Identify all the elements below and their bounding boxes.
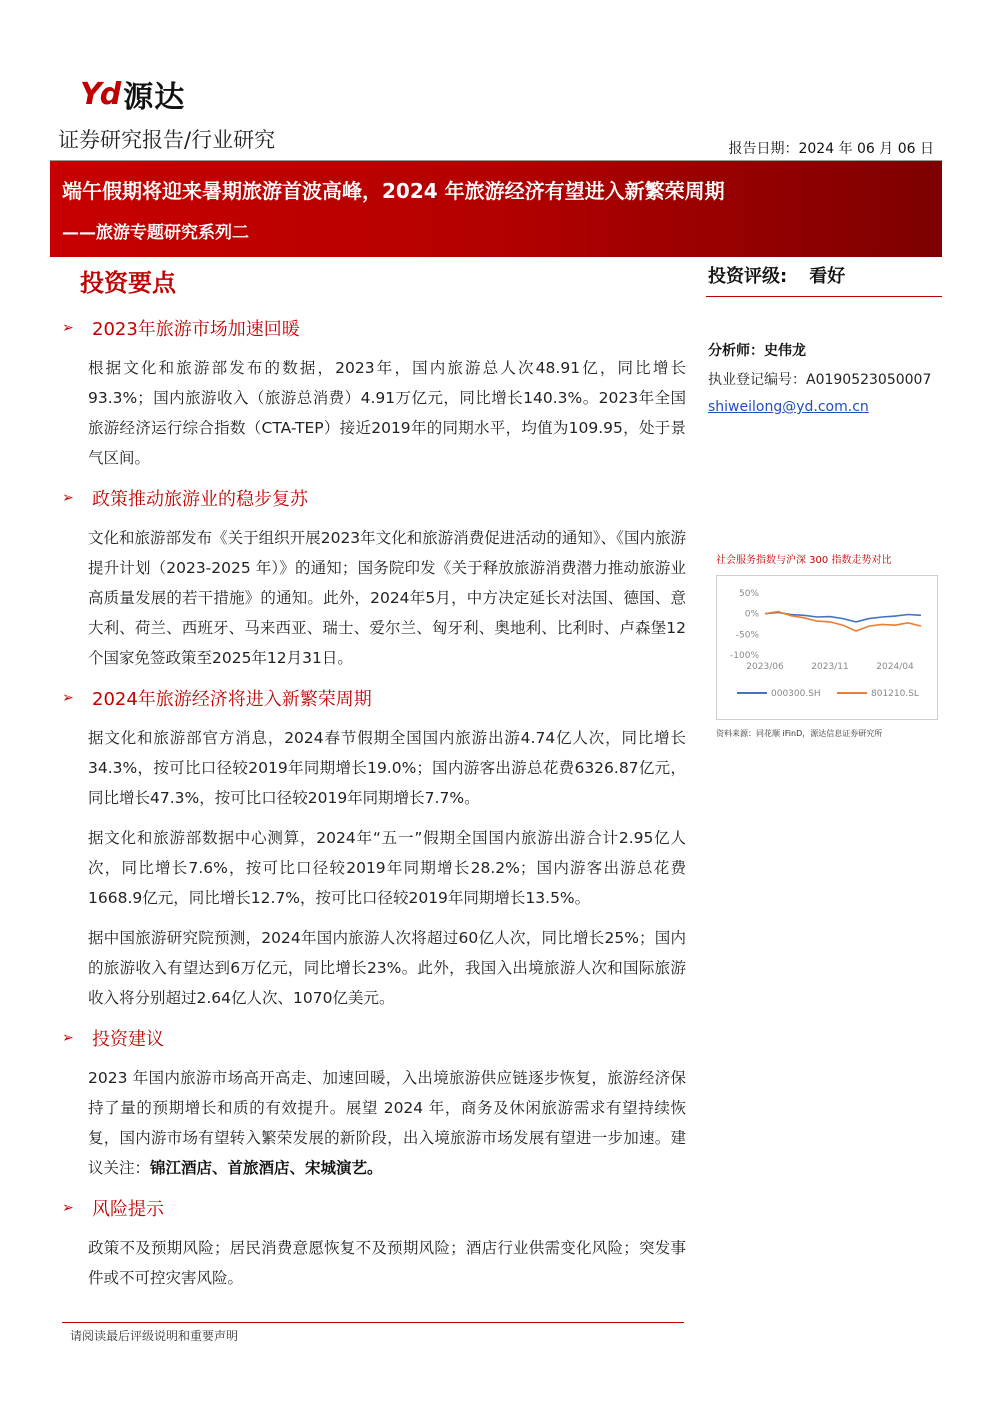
paragraph: 政策不及预期风险；居民消费意愿恢复不及预期风险；酒店行业供需变化风险；突发事件或不可控灾害风险。 [88, 1239, 686, 1287]
chart-source: 资料来源：同花顺 iFinD，源达信息证券研究所 [716, 729, 883, 738]
section-heading [62, 1025, 164, 1051]
legend-label: 000300.SH [771, 689, 821, 699]
report-type: 证券研究报告/行业研究 [58, 128, 276, 152]
footer-divider [62, 1322, 684, 1323]
x-tick-label: 2024/04 [876, 662, 914, 672]
investment-rating [708, 262, 845, 288]
section-heading [62, 485, 308, 511]
y-tick-label: 50% [738, 589, 759, 599]
recommended-stocks: 锦江酒店、首旅酒店、宋城演艺。 [150, 1159, 383, 1177]
section-heading [62, 685, 372, 711]
paragraph: 据中国旅游研究院预测，2024年国内旅游人次将超过60亿人次，同比增长25%；国内的旅游收入有望达到6万亿元，同比增长23%。此外，我国入出境旅游人次和国际旅游收入将分别超过2.64亿人次、1070亿美元。 [88, 929, 686, 1007]
logo-mark: Yd [80, 76, 120, 112]
chart-svg [717, 576, 937, 719]
chart-title: 社会服务指数与沪深 300 指数走势对比 [716, 555, 892, 566]
y-tick-label: -50% [735, 630, 759, 641]
x-tick-label: 2023/06 [746, 662, 784, 672]
section-heading [62, 315, 300, 341]
rating-value: 看好 [809, 266, 846, 287]
footer-note: 请阅读最后评级说明和重要声明 [70, 1329, 239, 1343]
paragraph: 文化和旅游部发布《关于组织开展2023年文化和旅游消费促进活动的通知》、《国内旅游提升计划（2023-2025 年）》的通知；国务院印发《关于释放旅游消费潜力推动旅游业高质量发展的若干措施》的通知。此外，2024年5月，中方决定延长对法国、德国、意大利、荷兰、西班牙、马来西亚、瑞士、爱尔兰、匈牙利、奥地利、比利时、卢森堡12个国家免签政策至2025年12月31日。 [88, 529, 686, 667]
arrow-bullet-icon: ➢ [62, 690, 74, 706]
x-tick-label: 2023/11 [811, 662, 849, 672]
section-title: 风险提示 [92, 1199, 164, 1220]
rating-label: 投资评级: [708, 266, 788, 287]
report-date: 报告日期：2024 年 06 月 06 日 [728, 141, 934, 157]
rating-divider [706, 296, 942, 297]
paragraph [88, 1063, 686, 1183]
y-tick-label: -100% [730, 651, 759, 661]
section-heading [62, 1195, 164, 1221]
report-subtitle: ——旅游专题研究系列二 [62, 223, 249, 243]
y-tick-label: 0% [744, 609, 759, 620]
logo-name: 源达 [123, 80, 186, 115]
paragraph: 据文化和旅游部官方消息，2024春节假期全国国内旅游出游4.74亿人次，同比增长34.3%，按可比口径较2019年同期增长19.0%；国内游客出游总花费6326.87亿元，同比增长47.3%，按可比口径较2019年同期增长7.7%。 [88, 729, 686, 807]
arrow-bullet-icon: ➢ [62, 1030, 74, 1046]
series-line-000300.SH [765, 612, 921, 622]
index-trend-chart [716, 575, 938, 720]
section-title: 2023年旅游市场加速回暖 [92, 319, 300, 340]
report-title: 端午假期将迎来暑期旅游首波高峰，2024 年旅游经济有望进入新繁荣周期 [62, 179, 725, 203]
analyst-name: 分析师：史伟龙 [708, 343, 806, 359]
arrow-bullet-icon: ➢ [62, 490, 74, 506]
section-title: 投资建议 [92, 1029, 164, 1050]
paragraph: 据文化和旅游部数据中心测算，2024年“五一”假期全国国内旅游出游合计2.95亿人次，同比增长7.6%，按可比口径较2019年同期增长28.2%；国内游客出游总花费1668.9亿元，同比增长12.7%，按可比口径较2019年同期增长13.5%。 [88, 829, 686, 907]
section-title: 政策推动旅游业的稳步复苏 [92, 489, 308, 510]
series-line-801210.SL [765, 612, 921, 631]
paragraph: 根据文化和旅游部发布的数据，2023年，国内旅游总人次48.91亿，同比增长93.3%；国内旅游收入（旅游总消费）4.91万亿元，同比增长140.3%。2023年全国旅游经济运行综合指数（CTA-TEP）接近2019年的同期水平，均值为109.95，处于景气区间。 [88, 359, 686, 467]
investment-highlights-heading: 投资要点 [80, 269, 176, 297]
section-title: 2024年旅游经济将进入新繁荣周期 [92, 689, 372, 710]
analyst-cert-number: 执业登记编号：A0190523050007 [708, 372, 932, 388]
paragraph-text: 2023 年国内旅游市场高开高走、加速回暖，入出境旅游供应链逐步恢复，旅游经济保持了量的预期增长和质的有效提升。展望 2024 年，商务及休闲旅游需求有望持续恢复，国内游市场有望转入繁荣发展的新阶段，出入境旅游市场发展有望进一步加速。建议关注： [88, 1069, 686, 1177]
arrow-bullet-icon: ➢ [62, 320, 74, 336]
analyst-email-link[interactable]: shiweilong@yd.com.cn [708, 399, 869, 415]
company-logo [80, 76, 186, 115]
legend-label: 801210.SL [871, 689, 919, 699]
arrow-bullet-icon: ➢ [62, 1200, 74, 1216]
